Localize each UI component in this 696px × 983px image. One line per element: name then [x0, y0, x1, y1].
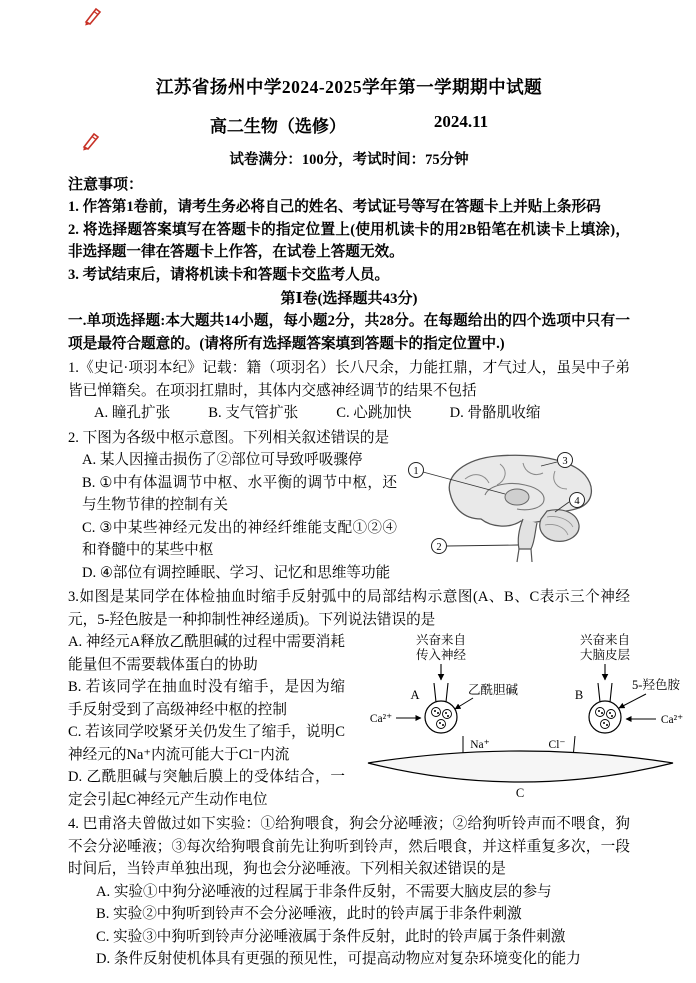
- q3-ca-left-label: Ca²⁺: [369, 713, 393, 725]
- q3-option-b: B. 若该同学在抽血时没有缩手，是因为缩手反射受到了高级神经中枢的控制: [68, 679, 345, 718]
- q1-option-a: A. 瞳孔扩张: [94, 405, 171, 421]
- q1-option-c: C. 心跳加快: [336, 405, 412, 421]
- q4-stem: 4. 巴甫洛夫曾做过如下实验：①给狗喂食，狗会分泌唾液；②给狗听铃声而不喂食，狗不会分泌唾液；③每次给狗喂食前先让狗听到铃声，然后喂食，并这样重复多次，一段时间后，当铃声单独出现，狗也会分泌唾液。下列相关叙述错误的是: [68, 816, 630, 877]
- question-4: [68, 813, 630, 971]
- svg-text:4: 4: [574, 496, 580, 507]
- q3-options: [68, 631, 684, 811]
- q1-option-d: D. 骨骼肌收缩: [449, 405, 541, 421]
- page-title: 江苏省扬州中学2024-2025学年第一学期期中试题: [155, 77, 543, 97]
- q4-option-d: D. 条件反射使机体具有更强的预见性，可提高动物应对复杂环境变化的能力: [96, 951, 581, 967]
- label-2-marker: [432, 539, 447, 554]
- question-1: [68, 357, 630, 425]
- subject-name: 高二生物（选修）: [209, 117, 346, 136]
- q4-option-a: A. 实验①中狗分泌唾液的过程属于非条件反射，不需要大脑皮层的参与: [96, 883, 552, 900]
- q2-option-a: A. 某人因撞击损伤了②部位可导致呼吸骤停: [82, 452, 363, 468]
- q3-option-a: A. 神经元A释放乙酰胆碱的过程中需要消耗能量但不需要载体蛋白的协助: [68, 634, 345, 673]
- q2-option-d: D. ④部位有调控睡眠、学习、记忆和思维等功能: [82, 564, 391, 581]
- red-pen-stamp-icon: [80, 130, 102, 152]
- red-pen-stamp-icon: [82, 5, 104, 27]
- q4-option-c: C. 实验③中狗听到铃声分泌唾液属于条件反射，此时的铃声属于条件刺激: [96, 928, 566, 945]
- subtitle-row: [68, 112, 630, 137]
- label-3-marker: [558, 453, 573, 468]
- q1-stem: 1.《史记·项羽本纪》记载：籍（项羽名）长八尺余，力能扛鼎，才气过人，虽吴中子弟皆已惮籍矣。在项羽扛鼎时，其体内交感神经调节的结果不包括: [68, 360, 630, 399]
- q3-neuron-a-label: A: [410, 688, 420, 702]
- notice-heading: 注意事项：: [68, 177, 144, 193]
- svg-text:3: 3: [562, 456, 568, 467]
- label-4-marker: [570, 493, 585, 508]
- q3-na-label: Na⁺: [470, 739, 490, 751]
- svg-text:1: 1: [413, 466, 419, 477]
- q3-right-source-line1: 兴奋来自: [579, 633, 631, 647]
- q3-cl-label: Cl⁻: [548, 739, 566, 751]
- notice-item-3: 3. 考试结束后，请将机读卡和答题卡交监考人员。: [68, 266, 390, 283]
- q3-ach-label: 乙酰胆碱: [467, 683, 519, 697]
- q2-option-c: C. ③中某些神经元发出的神经纤维能支配①②④和脊髓中的某些中枢: [82, 519, 397, 558]
- q3-neuron-c-label: C: [515, 786, 525, 800]
- q3-ca-right-label: Ca²⁺: [660, 714, 684, 726]
- notice-item-1: 1. 作答第1卷前，请考生务必将自己的姓名、考试证号等写在答题卡上并贴上条形码: [68, 199, 601, 215]
- q3-ht-label: 5-羟色胺: [632, 678, 680, 692]
- q2-stem: 2. 下图为各级中枢示意图。下列相关叙述错误的是: [68, 429, 390, 446]
- q3-option-d: D. 乙酰胆碱与突触后膜上的受体结合，一定会引起C神经元产生动作电位: [68, 769, 345, 808]
- section-intro: 一.单项选择题:本大题共14小题，每小题2分，共28分。在每题给出的四个选项中只有一项是最符合题意的。(请将所有选择题答案填到答题卡的指定位置中.): [68, 313, 630, 352]
- svg-text:2: 2: [436, 542, 442, 553]
- q1-option-b: B. 支气管扩张: [208, 405, 299, 421]
- q3-left-source-line1: 兴奋来自: [415, 633, 467, 647]
- q4-option-b: B. 实验②中狗听到铃声不会分泌唾液，此时的铃声属于非条件刺激: [96, 906, 522, 922]
- question-2: [68, 427, 630, 585]
- brain-diagram: [405, 449, 630, 563]
- q2-option-b: B. ①中有体温调节中枢、水平衡的调节中枢，还与生物节律的控制有关: [82, 474, 397, 513]
- synapse-diagram: [353, 631, 688, 809]
- q1-options: [68, 402, 630, 425]
- q3-left-source-line2: 传入神经: [415, 648, 467, 662]
- exam-date: 2024.11: [433, 112, 489, 131]
- q3-neuron-b-label: B: [574, 688, 584, 702]
- q2-options: [68, 449, 630, 584]
- question-3: [68, 586, 684, 811]
- section-title: 第Ⅰ卷(选择题共43分): [280, 291, 418, 307]
- q3-stem: 3.如图是某同学在体检抽血时缩手反射弧中的局部结构示意图(A、B、C表示三个神经元，5-羟色胺是一种抑制性神经递质)。下列说法错误的是: [68, 589, 630, 628]
- label-1-marker: [409, 463, 424, 478]
- exam-info: 试卷满分：100分，考试时间：75分钟: [229, 152, 469, 168]
- notice-item-2: 2. 将选择题答案填写在答题卡的指定位置上(使用机读卡的用2B铅笔在机读卡上填涂)，非选择题一律在答题卡上作答，在试卷上答题无效。: [68, 221, 630, 260]
- q3-option-c: C. 若该同学咬紧牙关仍发生了缩手，说明C神经元的Na⁺内流可能大于Cl⁻内流: [68, 724, 345, 763]
- q3-right-source-line2: 大脑皮层: [579, 648, 631, 662]
